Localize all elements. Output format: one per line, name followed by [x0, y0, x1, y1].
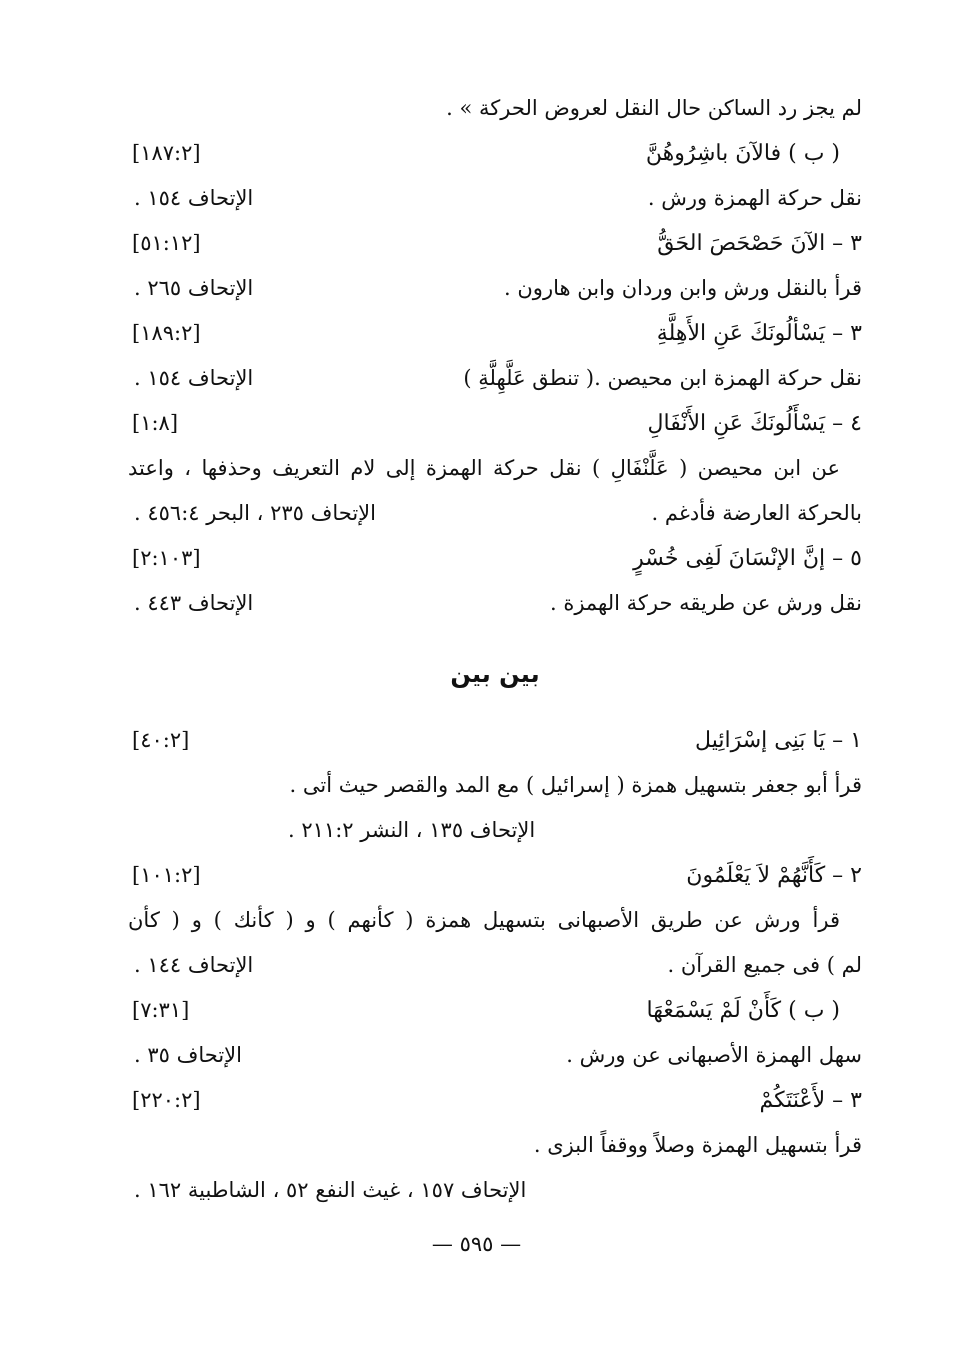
- source-citation: الإتحاف ١٥٧ ، غيث النفع ٥٢ ، الشاطبية ١٦٢ .: [134, 1178, 527, 1202]
- line-text: لم ) فى جميع القرآن .: [667, 953, 862, 977]
- line-text: قرأ ورش عن طريق الأصبهانى بتسهيل همزة ( كأنهم ) و ( كأنك ) و ( كأن: [128, 908, 840, 932]
- verse-reference: [٥١:١٢]: [132, 231, 201, 255]
- verse-reference: [٤٠:٢]: [132, 728, 190, 752]
- verse-text: ١ – يَا بَنِى إسْرَائِيل: [695, 728, 862, 753]
- source-citation: الإتحاف ٢٣٥ ، البحر ٤٥٦:٤ .: [134, 501, 376, 525]
- verse-line: [128, 536, 862, 581]
- verse-text: ٣ – لأَعْنَتَكُمْ: [759, 1088, 862, 1113]
- verse-text: ٤ – يَسْأَلُونَكَ عَنِ الأَنْفَالِ: [647, 411, 862, 436]
- text-line: [128, 898, 862, 943]
- verse-text: ( ب ) كَأَنْ لَمْ يَسْمَعْهَا: [646, 998, 840, 1023]
- page-body: [128, 86, 862, 1213]
- verse-line: [128, 131, 862, 176]
- text-line: [128, 808, 862, 853]
- text-line: [128, 176, 862, 221]
- text-line: [128, 491, 862, 536]
- line-text: قرأ أبو جعفر بتسهيل همزة ( إسرائيل ) مع المد والقصر حيث أتى .: [289, 773, 862, 797]
- text-line: [128, 266, 862, 311]
- line-text: نقل حركة الهمزة ابن محيصن .( تنطق عَلَّهِلَّةِ ): [463, 366, 862, 390]
- source-citation: الإتحاف ١٥٤ .: [134, 366, 254, 390]
- verse-reference: [٢٢٠:٢]: [132, 1088, 201, 1112]
- verse-text: ٣ – الآنَ حَصْحَصَ الحَقُّ: [657, 231, 862, 256]
- text-line: [128, 1033, 862, 1078]
- text-line: [128, 943, 862, 988]
- line-text: نقل ورش عن طريقه حركة الهمزة .: [549, 591, 862, 615]
- verse-line: [128, 988, 862, 1033]
- line-text: بالحركة العارضة فأدغم .: [651, 501, 862, 525]
- line-text: سهل الهمزة الأصبهانى عن ورش .: [566, 1043, 862, 1067]
- text-line: [128, 1168, 862, 1213]
- verse-line: [128, 853, 862, 898]
- verse-line: [128, 311, 862, 356]
- verse-reference: [١٨٧:٢]: [132, 141, 201, 165]
- text-line: [128, 446, 862, 491]
- text-line: [128, 763, 862, 808]
- verse-reference: [٢:١٠٣]: [132, 546, 201, 570]
- text-line: [128, 581, 862, 626]
- verse-reference: [١٠١:٢]: [132, 863, 201, 887]
- text-line: [128, 1123, 862, 1168]
- verse-line: [128, 221, 862, 266]
- section-heading: بين بين: [450, 660, 540, 688]
- line-text: لم يجز رد الساكن حال النقل لعروض الحركة » .: [446, 96, 862, 120]
- source-citation: الإتحاف ١٥٤ .: [134, 186, 254, 210]
- line-text: نقل حركة الهمزة ورش .: [647, 186, 862, 210]
- verse-line: [128, 718, 862, 763]
- line-text: قرأ بالنقل ورش وابن وردان وابن هارون .: [504, 276, 862, 300]
- line-text: عن ابن محيصن ( عَلَّنْفَالِ ) نقل حركة الهمزة إلى لام التعريف وحذفها ، واعتد: [128, 456, 840, 480]
- source-citation: الإتحاف ٢٦٥ .: [134, 276, 254, 300]
- verse-reference: [١٨٩:٢]: [132, 321, 201, 345]
- verse-text: ٣ – يَسْألُونَكَ عَنِ الأَهِلَّةِ: [656, 321, 862, 346]
- page-number: — ٥٩٥ —: [431, 1232, 522, 1256]
- source-citation: الإتحاف ٤٤٣ .: [134, 591, 254, 615]
- text-line: [128, 86, 862, 131]
- line-text: قرأ بتسهيل الهمزة وصلاً ووقفاً البزى .: [533, 1133, 862, 1157]
- verse-text: ( ب ) فالآنَ باشِرُوهُنَّ: [645, 141, 840, 166]
- verse-line: [128, 1078, 862, 1123]
- source-citation: الإتحاف ٣٥ .: [134, 1043, 242, 1067]
- source-citation: الإتحاف ١٣٥ ، النشر ٢١١:٢ .: [288, 818, 536, 842]
- source-citation: الإتحاف ١٤٤ .: [134, 953, 254, 977]
- text-line: [128, 356, 862, 401]
- verse-reference: [١:٨]: [132, 411, 179, 435]
- verse-text: ٢ – كَأَنَّهُمْ لاَ يَعْلَمُونَ: [686, 863, 862, 888]
- verse-text: ٥ – إنَّ الإنْسَانَ لَفِى خُسْرٍ: [633, 546, 862, 571]
- verse-line: [128, 401, 862, 446]
- verse-reference: [٧:٣١]: [132, 998, 190, 1022]
